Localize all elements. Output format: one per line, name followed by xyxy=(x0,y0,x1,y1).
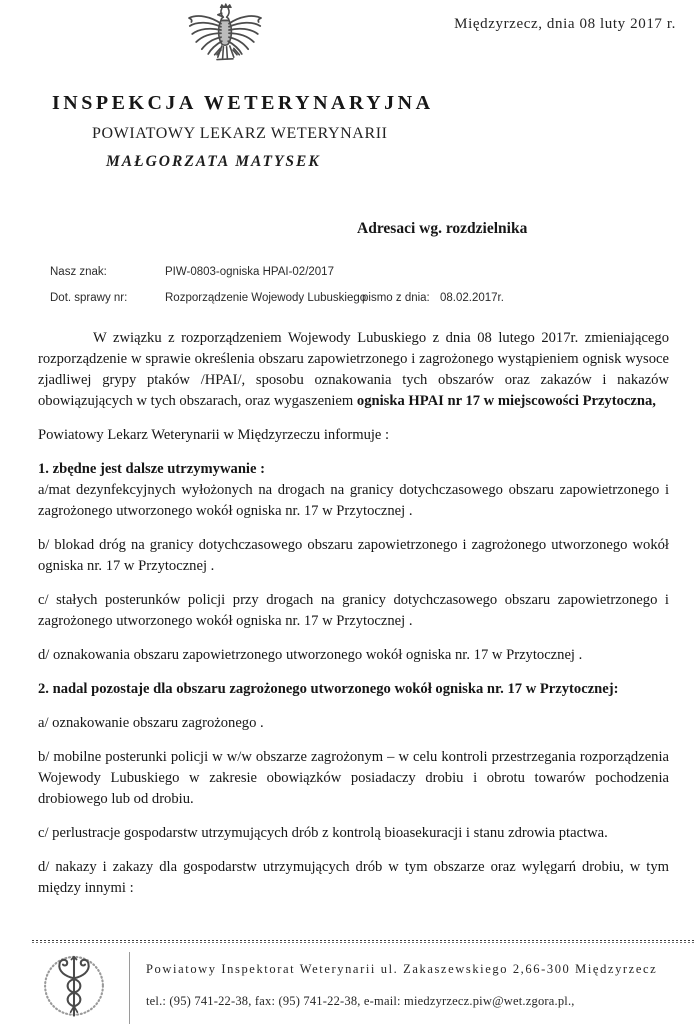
section1-item-a: a/mat dezynfekcyjnych wyłożonych na drogach na granicy dotychczasowego obszaru zapowietrzonego i zagrożonego utworzonego wokół ogniska nr. 17 w Przytocznej . xyxy=(38,482,669,519)
reference-row-our-ref xyxy=(50,266,650,292)
section2-heading: 2. nadal pozostaje dla obszaru zagrożonego utworzonego wokół ogniska nr. 17 w Przytocznej: xyxy=(38,681,619,697)
section1-item-c: c/ stałych posterunków policji przy drogach na granicy dotychczasowego obszaru zapowietrzonego i zagrożonego utworzonego wokół ogniska nr. 17 w Przytocznej . xyxy=(38,592,669,629)
footer-office-line: Powiatowy Inspektorat Weterynarii ul. Zakaszewskiego 2,66-300 Międzyrzecz xyxy=(146,962,658,976)
footer-contact-line: tel.: (95) 741-22-38, fax: (95) 741-22-38, e-mail: miedzyrzecz.piw@wet.zgora.pl., xyxy=(146,994,575,1008)
org-subtitle: POWIATOWY LEKARZ WETERYNARII xyxy=(92,125,388,142)
intro-text-normal: W związku z rozporządzeniem Wojewody Lubuskiego z dnia 08 lutego 2017r. zmieniającego rozporządzenie w sprawie określenia obszaru zapowietrzonego i zagrożonego wystąpieniem ognisk wysoce zjadliwej grypy ptaków /HPAI/, sposobu oznakowania tych obszarów oraz zakazów i nakazów obowiązujących w tych obszarach, oraz wygaszeniem xyxy=(38,330,669,409)
case-value: Rozporządzenie Wojewody Lubuskiego xyxy=(165,292,367,304)
org-title: INSPEKCJA WETERYNARYJNA xyxy=(52,92,434,114)
polish-eagle-emblem-icon xyxy=(185,2,265,82)
case-label: Dot. sprawy nr: xyxy=(50,292,128,304)
intro-paragraph xyxy=(38,328,669,412)
section2-item-c: c/ perlustracje gospodarstw utrzymujących drób z kontrolą bioasekuracji i stanu zdrowia ptactwa. xyxy=(38,825,608,841)
section2-item-a: a/ oznakowanie obszaru zagrożonego . xyxy=(38,715,264,731)
letter-body xyxy=(38,328,669,912)
reference-block xyxy=(50,266,650,318)
veterinary-caduceus-icon xyxy=(40,951,108,1019)
our-ref-value: PIW-0803-ogniska HPAI-02/2017 xyxy=(165,266,334,278)
footer-vertical-divider xyxy=(129,952,130,1024)
section2-item-b: b/ mobilne posterunki policji w w/w obszarze zagrożonym – w celu kontroli przestrzegania rozporządzenia Wojewody Lubuskiego w zakresie obowiązków posiadaczy drobiu i obrotu towarów pochodzenia drobiowego lub od drobiu. xyxy=(38,749,669,807)
addressee-line: Adresaci wg. rozdzielnika xyxy=(357,220,528,237)
footer-separator-line xyxy=(32,940,696,943)
reference-row-case xyxy=(50,292,650,318)
section2-item-d: d/ nakazy i zakazy dla gospodarstw utrzymujących drób w tym obszarze oraz wylęgarń drobiu, w tym między innymi : xyxy=(38,859,669,896)
date-line: Międzyrzecz, dnia 08 luty 2017 r. xyxy=(454,16,676,32)
intro-text-bold: ogniska HPAI nr 17 w miejscowości Przytoczna, xyxy=(356,393,656,409)
informs-line: Powiatowy Lekarz Weterynarii w Międzyrzeczu informuje : xyxy=(38,427,390,443)
section1-heading: 1. zbędne jest dalsze utrzymywanie : xyxy=(38,461,265,477)
officer-name: MAŁGORZATA MATYSEK xyxy=(106,153,321,170)
section1-item-b: b/ blokad dróg na granicy dotychczasowego obszaru zapowietrzonego i zagrożonego utworzonego wokół ogniska nr. 17 w Przytocznej . xyxy=(38,537,669,574)
letter-date-label: pismo z dnia: xyxy=(362,292,430,304)
our-ref-label: Nasz znak: xyxy=(50,266,107,278)
section1-item-d: d/ oznakowania obszaru zapowietrzonego utworzonego wokół ogniska nr. 17 w Przytocznej . xyxy=(38,647,583,663)
letter-date-value: 08.02.2017r. xyxy=(440,292,504,304)
